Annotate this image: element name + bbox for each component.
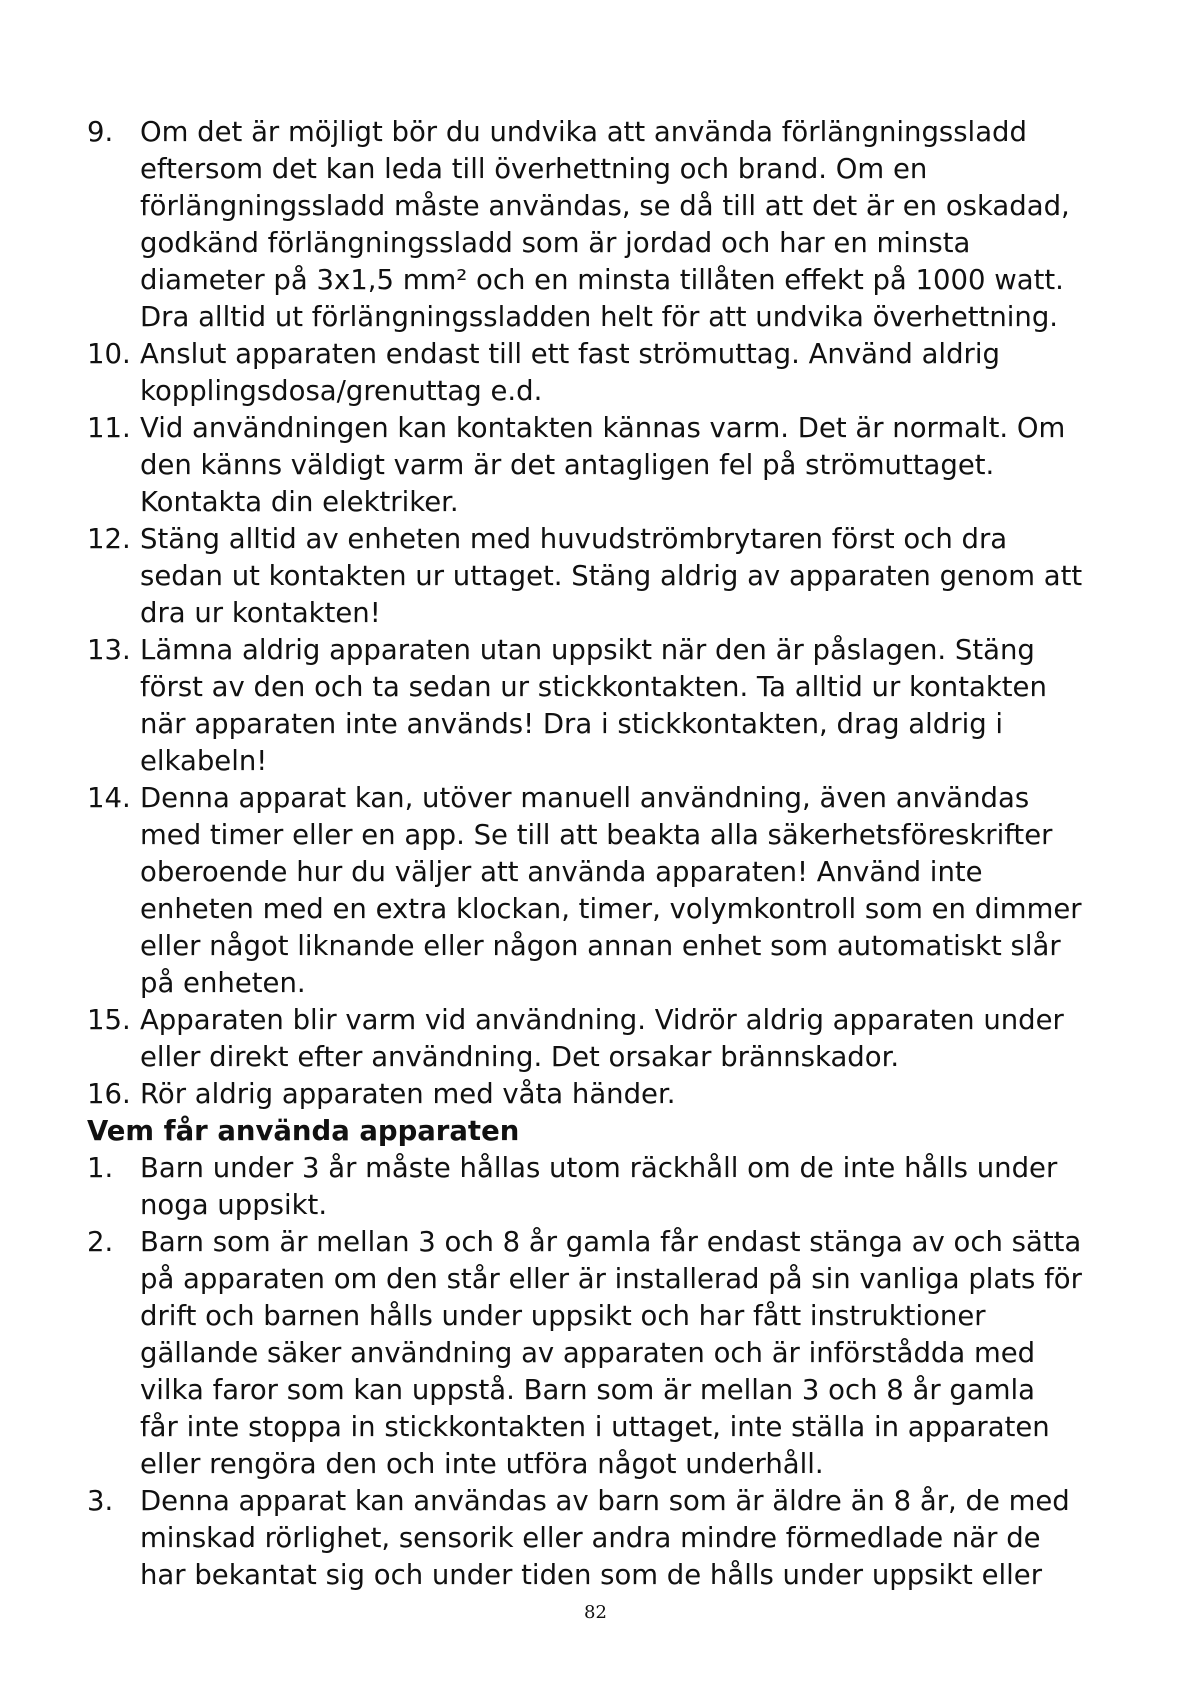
list-item <box>87 1150 1127 1224</box>
item-number: 16. <box>87 1078 131 1110</box>
item-text: Barn under 3 år måste hållas utom räckhåll om de inte hålls under noga uppsikt. <box>140 1152 1058 1221</box>
item-number: 2. <box>87 1226 114 1258</box>
who-may-use-list <box>87 1150 1127 1594</box>
page-content <box>87 114 1127 1594</box>
item-number: 14. <box>87 782 131 814</box>
item-text: Om det är möjligt bör du undvika att använda förlängningssladd eftersom det kan leda till överhettning och brand. Om en förlängningssladd måste användas, se då till att det är en oskadad, godkänd förlängningssladd som är jordad och har en minsta diameter på 3x1,5 mm² och en minsta tillåten effekt på 1000 watt. Dra alltid ut förlängningssladden helt för att undvika överhettning. <box>140 116 1070 333</box>
list-item <box>87 632 1127 780</box>
item-text: Denna apparat kan, utöver manuell användning, även användas med timer eller en app. Se till att beakta alla säkerhetsföreskrifter oberoende hur du väljer att använda apparaten! Använd inte enheten med en extra klockan, timer, volymkontroll som en dimmer eller något liknande eller någon annan enhet som automatiskt slår på enheten. <box>140 782 1082 999</box>
list-item <box>87 410 1127 521</box>
item-text: Denna apparat kan användas av barn som är äldre än 8 år, de med minskad rörlighet, sensorik eller andra mindre förmedlade när de har bekantat sig och under tiden som de hålls under uppsikt eller <box>140 1485 1070 1591</box>
item-number: 12. <box>87 523 131 555</box>
item-text: Stäng alltid av enheten med huvudströmbrytaren först och dra sedan ut kontakten ur uttaget. Stäng aldrig av apparaten genom att dra ur kontakten! <box>140 523 1083 629</box>
item-number: 15. <box>87 1004 131 1036</box>
item-number: 1. <box>87 1152 114 1184</box>
list-item <box>87 1002 1127 1076</box>
section-heading: Vem får använda apparaten <box>87 1115 520 1147</box>
item-text: Barn som är mellan 3 och 8 år gamla får endast stänga av och sätta på apparaten om den står eller är installerad på sin vanliga plats för drift och barnen hålls under uppsikt och har fått instruktioner gällande säker användning av apparaten och är införstådda med vilka faror som kan uppstå. Barn som är mellan 3 och 8 år gamla får inte stoppa in stickkontakten i uttaget, inte ställa in apparaten eller rengöra den och inte utföra något underhåll. <box>140 1226 1082 1480</box>
list-item <box>87 780 1127 1002</box>
item-text: Rör aldrig apparaten med våta händer. <box>140 1078 676 1110</box>
item-number: 13. <box>87 634 131 666</box>
list-item <box>87 1224 1127 1483</box>
item-number: 3. <box>87 1485 114 1517</box>
item-text: Lämna aldrig apparaten utan uppsikt när den är påslagen. Stäng först av den och ta sedan ur stickkontakten. Ta alltid ur kontakten när apparaten inte används! Dra i stickkontakten, drag aldrig i elkabeln! <box>140 634 1047 777</box>
list-item <box>87 1076 1127 1113</box>
item-number: 9. <box>87 116 114 148</box>
page-number: 82 <box>584 1602 607 1623</box>
list-item <box>87 1483 1127 1594</box>
list-item <box>87 336 1127 410</box>
list-item <box>87 114 1127 336</box>
item-number: 10. <box>87 338 131 370</box>
item-text: Apparaten blir varm vid användning. Vidrör aldrig apparaten under eller direkt efter användning. Det orsakar brännskador. <box>140 1004 1064 1073</box>
item-text: Vid användningen kan kontakten kännas varm. Det är normalt. Om den känns väldigt varm är det antagligen fel på strömuttaget. Kontakta din elektriker. <box>140 412 1066 518</box>
safety-instructions-list <box>87 114 1127 1113</box>
item-number: 11. <box>87 412 131 444</box>
list-item <box>87 521 1127 632</box>
item-text: Anslut apparaten endast till ett fast strömuttag. Använd aldrig kopplingsdosa/grenuttag e.d. <box>140 338 1000 407</box>
